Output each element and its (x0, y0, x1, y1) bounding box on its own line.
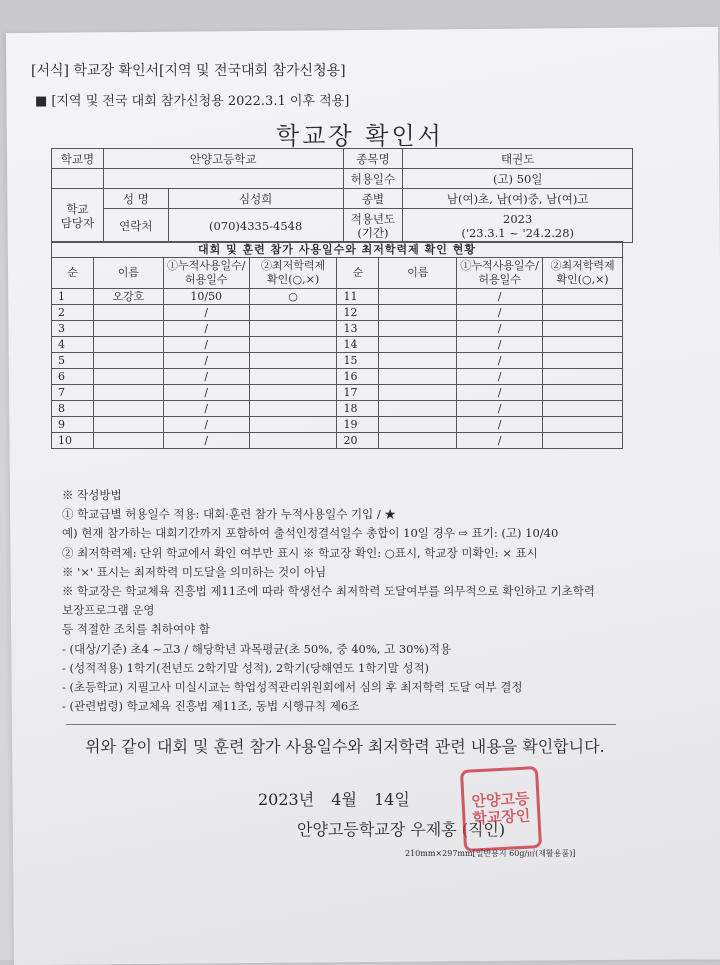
row-name (93, 401, 163, 417)
row-no: 19 (337, 417, 379, 433)
row-no: 17 (337, 385, 379, 401)
col-no: 순 (52, 258, 94, 289)
table-row (52, 401, 623, 417)
row-check (543, 353, 623, 369)
row-check (543, 417, 623, 433)
row-days: / (163, 353, 249, 369)
row-check (249, 305, 337, 321)
note-line: 보장프로그램 운영 (62, 603, 155, 618)
row-no: 2 (52, 305, 94, 321)
form-label: [서식] 학교장 확인서[지역 및 전국대회 참가신청용] (31, 63, 346, 79)
manager-label: 학교 담당자 (52, 189, 104, 243)
row-no: 7 (52, 385, 94, 401)
allowed-label: 허용일수 (343, 169, 403, 189)
contact-label: 연락처 (103, 209, 168, 243)
note-line: - (관련법령) 학교체육 진흥법 제11조, 동법 시행규칙 제6조 (62, 699, 360, 714)
row-name (93, 353, 163, 369)
row-name (93, 385, 163, 401)
row-check (249, 385, 337, 401)
row-name (379, 321, 457, 337)
row-days: / (457, 337, 543, 353)
row-no: 8 (52, 401, 94, 417)
row-days: / (457, 417, 543, 433)
note-line: 등 적절한 조치를 취하여야 함 (62, 622, 210, 637)
col-name-2: 이름 (379, 258, 457, 289)
row-no: 14 (337, 337, 379, 353)
row-name (93, 369, 163, 385)
col-check: ②최저학력제 확인(○,×) (249, 258, 337, 289)
row-name (93, 337, 163, 353)
table-row (52, 433, 623, 449)
row-days: / (163, 401, 249, 417)
row-days: / (163, 305, 249, 321)
row-days: / (457, 433, 543, 449)
row-no: 11 (337, 289, 379, 305)
school-label: 학교명 (52, 149, 104, 169)
table-row (52, 321, 623, 337)
row-name (93, 417, 163, 433)
row-check (543, 385, 623, 401)
confirmation-text: 위와 같이 대회 및 훈련 참가 사용일수와 최저학력 관련 내용을 확인합니다. (85, 737, 605, 756)
row-no: 13 (337, 321, 379, 337)
row-days: / (457, 353, 543, 369)
row-no: 12 (337, 305, 379, 321)
table-row (52, 385, 623, 401)
row-check (249, 433, 337, 449)
type-label: 종별 (343, 189, 403, 209)
note-line: - (성적적용) 1학기(전년도 2학기말 성적), 2학기(당해연도 1학기말 성적) (62, 660, 430, 675)
row-name (379, 401, 457, 417)
event-label: 종목명 (343, 149, 403, 169)
col-days-2: ①누적사용일수/ 허용일수 (457, 258, 543, 289)
year-cell (403, 209, 633, 243)
info-table (51, 148, 633, 243)
name-value: 심성희 (168, 189, 343, 209)
row-check (543, 289, 623, 305)
row-check (543, 369, 623, 385)
event-value: 태권도 (403, 149, 633, 169)
official-seal: 안양고등 학교장인 (460, 766, 542, 852)
row-name (379, 385, 457, 401)
row-days: / (163, 321, 249, 337)
note-line: ② 최저학력제: 단위 학교에서 확인 여부만 표시 ※ 학교장 확인: ○표시, 학교장 미확인: × 표시 (62, 545, 538, 560)
row-check (249, 417, 337, 433)
row-check (543, 337, 623, 353)
table-row (52, 417, 623, 433)
row-check (249, 401, 337, 417)
row-no: 15 (337, 353, 379, 369)
row-no: 20 (337, 433, 379, 449)
divider (66, 724, 616, 725)
note-line: ※ 학교장은 학교체육 진흥법 제11조에 따라 학생선수 최저학력 도달여부를 의무적으로 확인하고 기초학력 (62, 584, 595, 599)
row-name (93, 433, 163, 449)
allowed-value: (고) 50일 (403, 169, 633, 189)
row-name (379, 337, 457, 353)
row-days: / (457, 401, 543, 417)
document-title: 학교장 확인서 (276, 122, 444, 150)
row-name (93, 321, 163, 337)
row-days: / (457, 369, 543, 385)
row-no: 6 (52, 369, 94, 385)
year-period: ('23.3.1 ~ '24.2.28) (461, 225, 575, 240)
row-days: / (457, 305, 543, 321)
status-section-title: 대회 및 훈련 참가 사용일수와 최저학력제 확인 현황 (52, 242, 623, 258)
note-line: 예) 현재 참가하는 대회기간까지 포함하여 출석인정결석일수 총합이 10일 경우 ⇨ 표기: (고) 10/40 (62, 526, 559, 541)
form-subtitle: ■ [지역 및 전국 대회 참가신청용 2022.3.1 이후 적용] (35, 94, 350, 109)
row-days: / (163, 385, 249, 401)
paper-spec: 210mm×297mm[일반용지 60g/㎡(재활용품)] (405, 849, 576, 858)
row-check: ○ (249, 289, 337, 305)
note-line: - (초등학교) 지필고사 미실시교는 학업성적관리위원회에서 심의 후 최저학력 도달 여부 결정 (62, 680, 523, 695)
row-days: / (457, 385, 543, 401)
row-no: 1 (52, 289, 94, 305)
status-table (51, 241, 623, 449)
row-no: 3 (52, 321, 94, 337)
table-row (52, 289, 623, 305)
row-name: 오강호 (93, 289, 163, 305)
row-days: / (163, 337, 249, 353)
writing-instructions (62, 486, 652, 716)
row-no: 5 (52, 353, 94, 369)
row-name (379, 369, 457, 385)
row-check (543, 433, 623, 449)
table-row (52, 305, 623, 321)
row-no: 9 (52, 417, 94, 433)
row-check (249, 321, 337, 337)
row-days: / (457, 289, 543, 305)
confirmation-date: 2023년 4월 14일 (258, 790, 410, 809)
note-line: ※ 작성방법 (62, 488, 122, 502)
row-name (379, 433, 457, 449)
table-row (52, 369, 623, 385)
note-line: - (대상/기준) 초4 ~고3 / 해당학년 과목평균(초 50%, 중 40%, 고 30%)적용 (62, 641, 452, 656)
row-no: 16 (337, 369, 379, 385)
row-days: / (163, 433, 249, 449)
school-name: 안양고등학교 (103, 149, 343, 169)
col-name: 이름 (93, 258, 163, 289)
year-value: 2023 (503, 211, 533, 226)
row-days: / (163, 417, 249, 433)
col-days: ①누적사용일수/ 허용일수 (163, 258, 249, 289)
row-check (249, 337, 337, 353)
row-name (379, 305, 457, 321)
row-check (543, 305, 623, 321)
signer-line: 안양고등학교장 우제홍 (직인) (297, 820, 506, 839)
row-days: / (163, 369, 249, 385)
row-name (379, 417, 457, 433)
col-check-2: ②최저학력제 확인(○,×) (543, 258, 623, 289)
row-check (543, 401, 623, 417)
row-check (543, 321, 623, 337)
table-row (52, 337, 623, 353)
table-row (52, 353, 623, 369)
row-name (379, 289, 457, 305)
name-label: 성 명 (103, 189, 168, 209)
row-days: 10/50 (163, 289, 249, 305)
row-no: 4 (52, 337, 94, 353)
row-check (249, 369, 337, 385)
col-no-2: 순 (337, 258, 379, 289)
row-days: / (457, 321, 543, 337)
contact-value: (070)4335-4548 (168, 209, 343, 243)
row-check (249, 353, 337, 369)
row-name (93, 305, 163, 321)
type-value: 남(여)초, 남(여)중, 남(여)고 (403, 189, 633, 209)
note-line: ※ '×' 표시는 최저학력 미도달을 의미하는 것이 아님 (62, 564, 327, 579)
note-line: ① 학교급별 허용일수 적용: 대회·훈련 참가 누적사용일수 기입 / ★ (62, 507, 396, 522)
row-name (379, 353, 457, 369)
year-label: 적용년도 (기간) (343, 209, 403, 243)
row-no: 10 (52, 433, 94, 449)
row-no: 18 (337, 401, 379, 417)
